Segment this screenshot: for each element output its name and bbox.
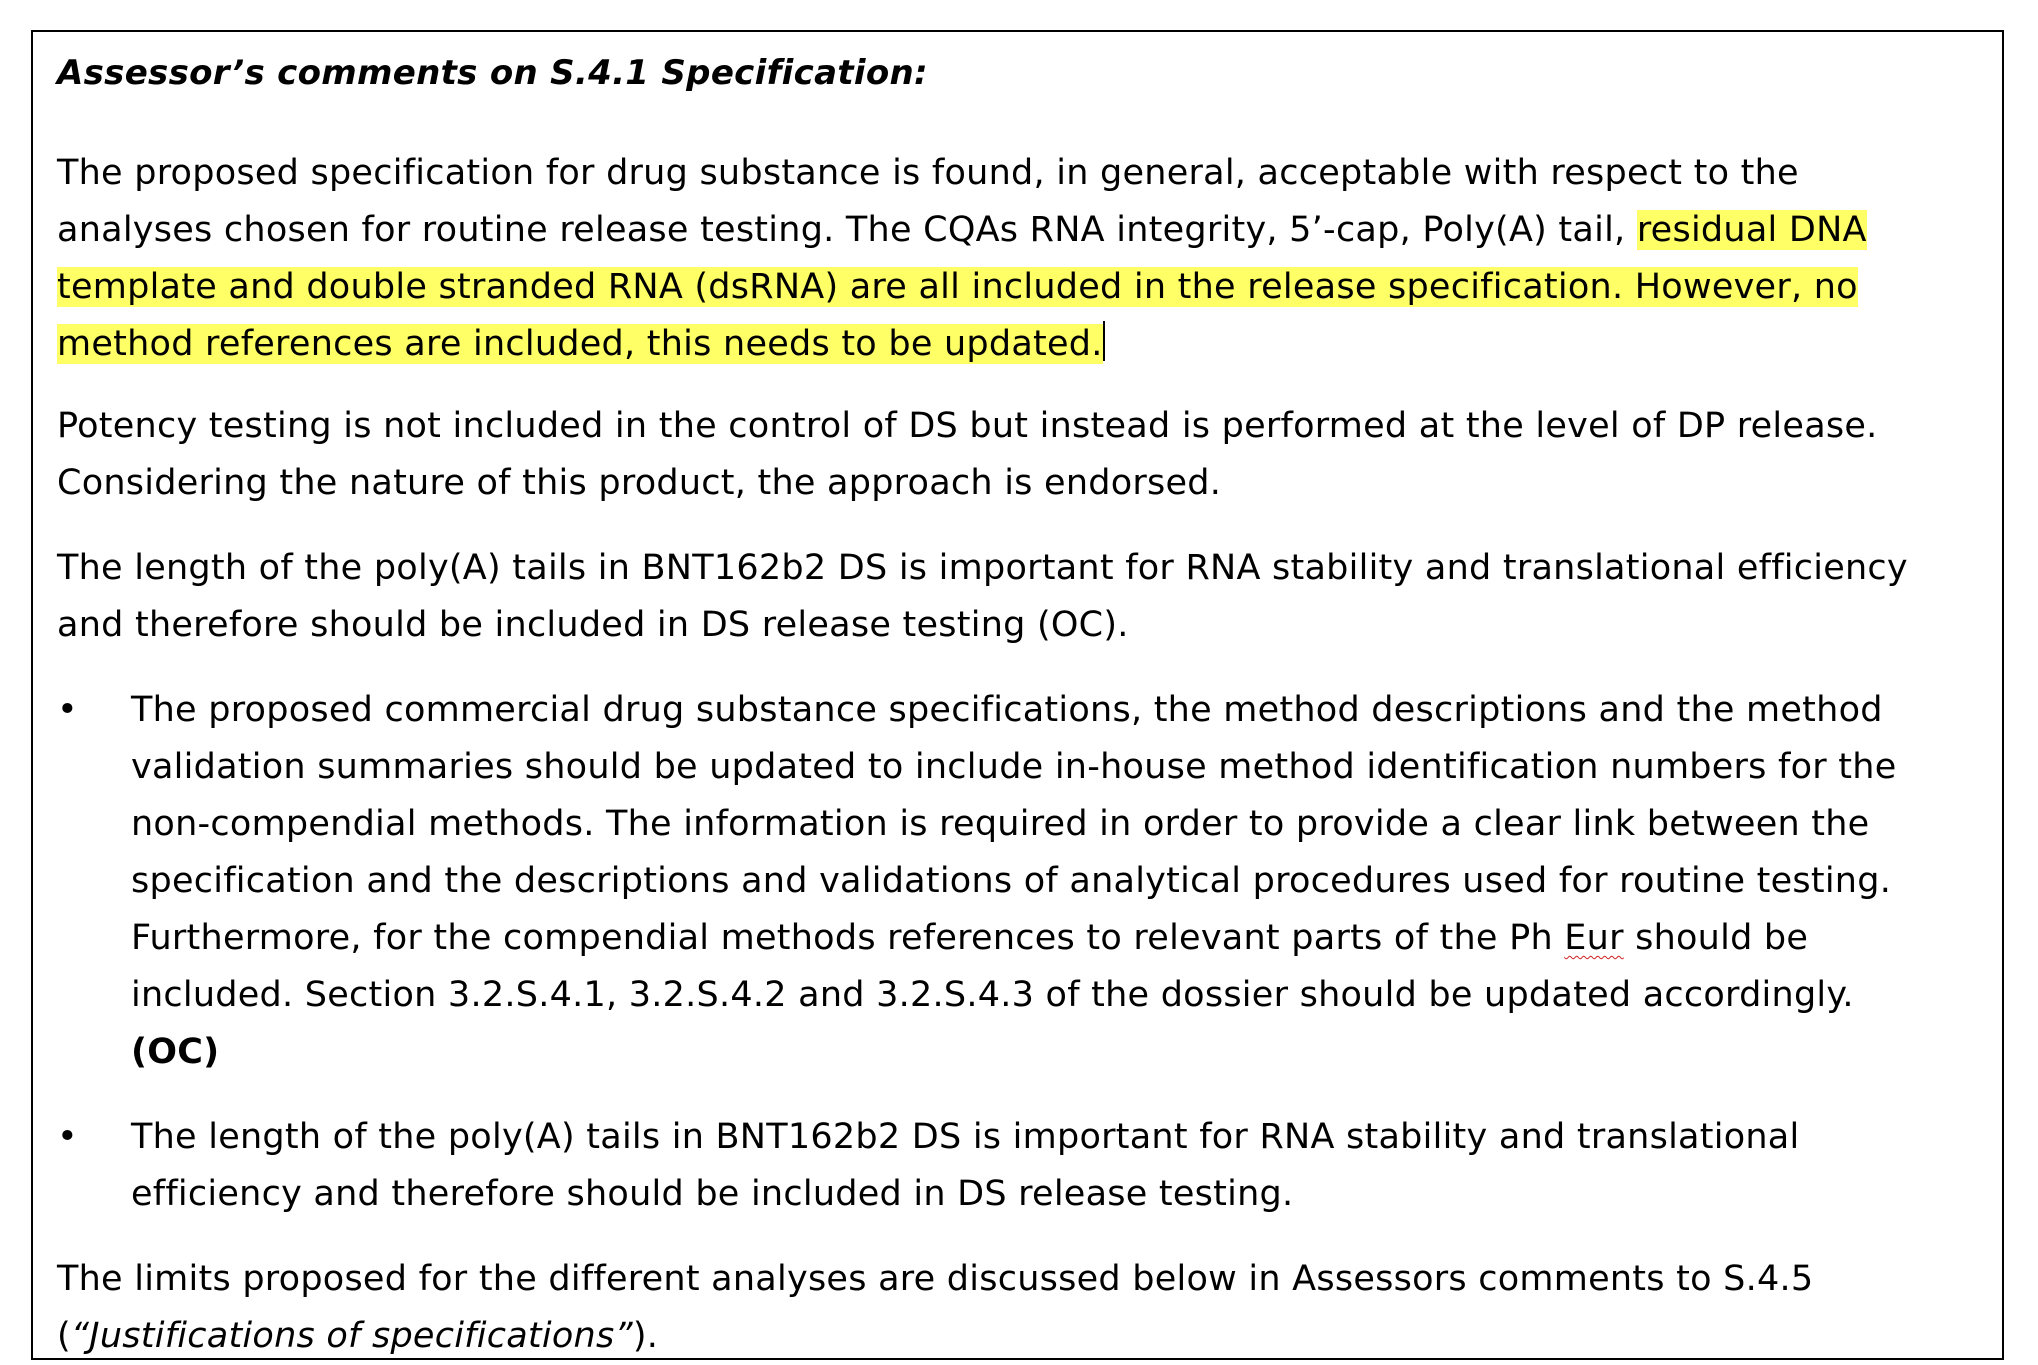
bullet-list [57,682,1962,1223]
list-item-text: The length of the poly(A) tails in BNT162b2 DS is important for RNA stability and translational efficiency and therefore should be included in DS release testing. [131,1117,1800,1214]
list-item-text-continued: should be included. Section 3.2.S.4.1, 3.2.S.4.2 and 3.2.S.4.3 of the dossier should be updated accordingly. [131,918,1854,1015]
list-item [57,682,1962,1081]
bullet-marker: • [57,690,78,730]
paragraph-end: ). [632,1316,659,1356]
paragraph-text: The proposed specification for drug substance is found, in general, acceptable with respect to the analyses chosen for routine release testing. The CQAs RNA integrity, 5’-cap, Poly(A) tail, [57,153,1799,250]
list-item-text: The proposed commercial drug substance specifications, the method descriptions and the method validation summaries should be updated to include in-house method identification numbers for the non-compendial methods. The information is required in order to provide a clear link between the specification and the descriptions and validations of analytical procedures used for routine testing. Furthermore, for the compendial methods references to relevant parts of the Ph [131,690,1897,958]
assessor-comment-box [31,30,2004,1360]
text-cursor [1103,321,1105,361]
italic-reference: “Justifications of specifications” [70,1316,633,1356]
paragraph-specification [57,145,1962,373]
oc-marker: (OC) [131,1032,220,1072]
section-heading: Assessor’s comments on S.4.1 Specification: [57,53,928,93]
spellcheck-flagged-word: Eur [1564,918,1624,958]
paragraph-polya: The length of the poly(A) tails in BNT162b2 DS is important for RNA stability and translational efficiency and therefore should be included in DS release testing (OC). [57,548,1908,645]
paragraph-text: The limits proposed for the different analyses are discussed below in Assessors comments to S.4.5 ( [57,1259,1814,1356]
highlighted-text: residual DNA template and double stranded RNA (dsRNA) are all included in the release specification. However, no method references are included, this needs to be updated. [57,210,1867,364]
bullet-marker: • [57,1117,78,1157]
list-item [57,1109,1962,1223]
paragraph-limits [57,1251,1962,1365]
paragraph-potency: Potency testing is not included in the control of DS but instead is performed at the level of DP release. Considering the nature of this product, the approach is endorsed. [57,406,1878,503]
